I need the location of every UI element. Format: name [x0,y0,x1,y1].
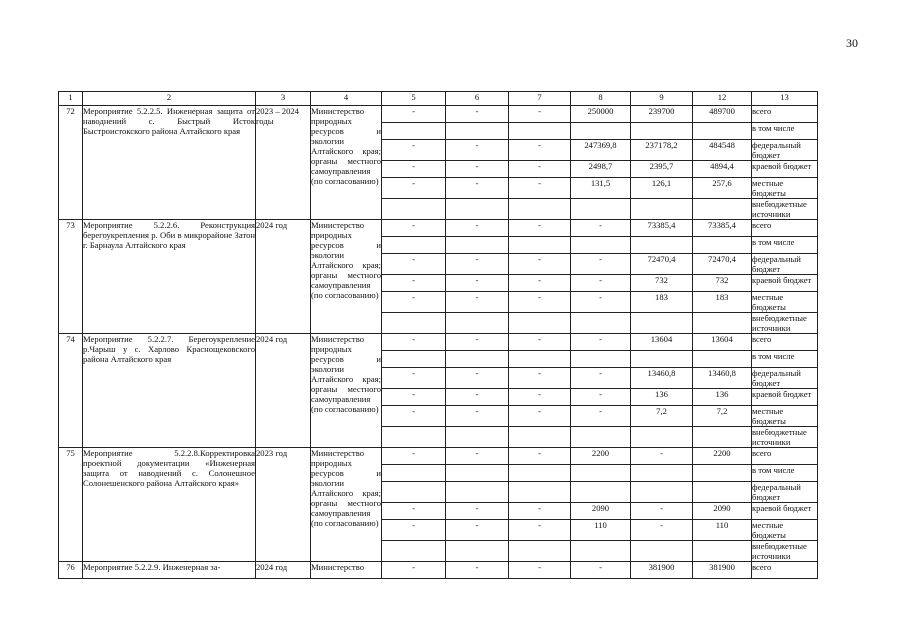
value-cell: 13460,8 [631,368,693,389]
value-cell: 136 [631,389,693,406]
col-header: 9 [631,92,693,106]
value-cell: - [631,448,693,465]
col-header: 5 [382,92,446,106]
value-cell: - [446,106,509,123]
value-cell: 732 [631,275,693,292]
value-cell: - [382,275,446,292]
value-cell [631,199,693,220]
measure-name: Мероприятие 5.2.2.6. Реконструкция берегоукрепления р. Оби в микрорайоне Затон г. Барнаула Алтайского края [83,220,256,334]
value-cell: 257,6 [693,178,752,199]
value-cell [571,351,631,368]
page-number: 30 [846,36,858,50]
value-cell [446,482,509,503]
value-cell [509,237,571,254]
value-cell: - [382,406,446,427]
value-cell: - [446,220,509,237]
value-cell: 110 [571,520,631,541]
value-cell: - [509,503,571,520]
value-cell: - [382,562,446,579]
value-cell: - [446,448,509,465]
value-cell: - [571,254,631,275]
value-cell: - [446,406,509,427]
value-cell: - [571,406,631,427]
value-cell [509,123,571,140]
value-cell [693,465,752,482]
row-number: 73 [59,220,83,334]
period: 2024 год [256,562,311,579]
value-cell: - [382,106,446,123]
col-header: 13 [752,92,818,106]
executor: Министерство природных ресурсов и экологии Алтайского края; органы местного самоуправления (по согласованию) [311,220,382,334]
funding-source-label: местные бюджеты [752,406,818,427]
value-cell [446,541,509,562]
period: 2024 год [256,220,311,334]
value-cell [382,237,446,254]
period: 2024 год [256,334,311,448]
value-cell: - [446,178,509,199]
value-cell: 131,5 [571,178,631,199]
funding-source-label: в том числе [752,123,818,140]
value-cell [631,237,693,254]
value-cell: 2090 [571,503,631,520]
value-cell: - [446,562,509,579]
value-cell [509,482,571,503]
value-cell: 7,2 [693,406,752,427]
funding-source-label: краевой бюджет [752,389,818,406]
value-cell [571,541,631,562]
col-header: 4 [311,92,382,106]
value-cell: - [382,448,446,465]
value-cell [446,199,509,220]
value-cell [571,313,631,334]
value-cell: 73385,4 [631,220,693,237]
budget-table [58,91,818,579]
value-cell [693,482,752,503]
value-cell [631,313,693,334]
funding-source-label: федеральный бюджет [752,482,818,503]
value-cell: - [382,520,446,541]
value-cell [631,482,693,503]
value-cell: - [446,520,509,541]
value-cell: 13604 [631,334,693,351]
value-cell [509,199,571,220]
value-cell [693,427,752,448]
value-cell: 183 [693,292,752,313]
value-cell: 2200 [693,448,752,465]
value-cell: 381900 [631,562,693,579]
value-cell: - [571,389,631,406]
row-number: 76 [59,562,83,579]
value-cell [382,123,446,140]
value-cell: - [571,292,631,313]
value-cell: 2498,7 [571,161,631,178]
value-cell: - [446,389,509,406]
value-cell [631,427,693,448]
measure-name: Мероприятие 5.2.2.5. Инженерная защита от наводнений с. Быстрый Исток Быстроистокского района Алтайского края [83,106,256,220]
value-cell: - [509,220,571,237]
value-cell: - [509,292,571,313]
value-cell: - [571,334,631,351]
row-number: 74 [59,334,83,448]
funding-source-label: федеральный бюджет [752,254,818,275]
value-cell [382,541,446,562]
value-cell: 183 [631,292,693,313]
value-cell: - [509,161,571,178]
value-cell: - [446,334,509,351]
period: 2023 год [256,448,311,562]
value-cell [693,123,752,140]
value-cell: - [509,140,571,161]
value-cell: - [382,389,446,406]
measure-name: Мероприятие 5.2.2.7. Берегоукрепление р.Чарыш у с. Харлово Краснощековского района Алтайского края [83,334,256,448]
value-cell: - [382,178,446,199]
value-cell [509,541,571,562]
funding-source-label: в том числе [752,237,818,254]
value-cell: 250000 [571,106,631,123]
value-cell [693,237,752,254]
funding-source-label: местные бюджеты [752,520,818,541]
funding-source-label: местные бюджеты [752,292,818,313]
value-cell [571,199,631,220]
value-cell: 732 [693,275,752,292]
value-cell: - [446,161,509,178]
value-cell [631,351,693,368]
value-cell [509,427,571,448]
funding-source-label: краевой бюджет [752,503,818,520]
funding-source-label: краевой бюджет [752,161,818,178]
value-cell: 2395,7 [631,161,693,178]
value-cell: 239700 [631,106,693,123]
value-cell: - [382,292,446,313]
funding-source-label: всего [752,106,818,123]
value-cell [693,541,752,562]
value-cell: - [382,503,446,520]
value-cell: - [509,562,571,579]
col-header: 8 [571,92,631,106]
value-cell [446,237,509,254]
row-number: 72 [59,106,83,220]
value-cell: 247369,8 [571,140,631,161]
funding-source-label: всего [752,334,818,351]
col-header: 2 [83,92,256,106]
row-number: 75 [59,448,83,562]
col-header: 1 [59,92,83,106]
funding-source-label: местные бюджеты [752,178,818,199]
table-row [59,562,818,579]
value-cell: - [382,334,446,351]
value-cell [571,465,631,482]
value-cell [446,427,509,448]
value-cell: 136 [693,389,752,406]
value-cell [382,313,446,334]
value-cell: - [446,503,509,520]
table-row [59,106,818,123]
value-cell [382,465,446,482]
value-cell: - [571,220,631,237]
value-cell: - [446,254,509,275]
value-cell [382,427,446,448]
value-cell: - [631,520,693,541]
value-cell: - [509,448,571,465]
value-cell: 72470,4 [631,254,693,275]
value-cell: - [446,368,509,389]
value-cell: - [382,161,446,178]
value-cell: - [446,275,509,292]
value-cell [446,313,509,334]
value-cell: - [509,275,571,292]
value-cell: 126,1 [631,178,693,199]
funding-source-label: всего [752,220,818,237]
value-cell: - [382,220,446,237]
col-header: 3 [256,92,311,106]
value-cell [571,427,631,448]
value-cell [631,541,693,562]
value-cell: 4894,4 [693,161,752,178]
value-cell: 237178,2 [631,140,693,161]
value-cell: - [509,106,571,123]
value-cell [571,482,631,503]
value-cell [382,351,446,368]
funding-source-label: в том числе [752,465,818,482]
value-cell: - [509,178,571,199]
value-cell: 489700 [693,106,752,123]
value-cell: 13604 [693,334,752,351]
col-header: 12 [693,92,752,106]
funding-source-label: федеральный бюджет [752,368,818,389]
col-header: 7 [509,92,571,106]
value-cell: 381900 [693,562,752,579]
value-cell [693,313,752,334]
value-cell: - [509,334,571,351]
value-cell: 73385,4 [693,220,752,237]
executor: Министерство природных ресурсов и экологии Алтайского края; органы местного самоуправления (по согласованию) [311,448,382,562]
value-cell: - [382,368,446,389]
value-cell: 2200 [571,448,631,465]
value-cell: 484548 [693,140,752,161]
table-row [59,448,818,465]
value-cell: - [571,562,631,579]
table-row [59,220,818,237]
value-cell: - [509,254,571,275]
value-cell [509,351,571,368]
value-cell [571,123,631,140]
value-cell [631,465,693,482]
table-row [59,334,818,351]
value-cell: - [509,520,571,541]
measure-name: Мероприятие 5.2.2.9. Инженерная за- [83,562,256,579]
value-cell [446,351,509,368]
value-cell [509,465,571,482]
value-cell: - [509,406,571,427]
value-cell: 72470,4 [693,254,752,275]
value-cell [446,465,509,482]
value-cell: 110 [693,520,752,541]
funding-source-label: внебюджетные источники [752,199,818,220]
col-header: 6 [446,92,509,106]
executor: Министерство природных ресурсов и экологии Алтайского края; органы местного самоуправления (по согласованию) [311,106,382,220]
value-cell: 2090 [693,503,752,520]
value-cell: - [446,292,509,313]
value-cell: - [571,275,631,292]
value-cell [631,123,693,140]
value-cell [693,199,752,220]
funding-source-label: в том числе [752,351,818,368]
period: 2023 – 2024 годы [256,106,311,220]
funding-source-label: внебюджетные источники [752,313,818,334]
value-cell: - [382,140,446,161]
funding-source-label: внебюджетные источники [752,541,818,562]
funding-source-label: всего [752,448,818,465]
executor: Министерство [311,562,382,579]
value-cell: - [631,503,693,520]
value-cell: - [382,254,446,275]
header-row [59,92,818,106]
executor: Министерство природных ресурсов и экологии Алтайского края; органы местного самоуправления (по согласованию) [311,334,382,448]
value-cell: - [571,368,631,389]
funding-source-label: внебюджетные источники [752,427,818,448]
funding-source-label: краевой бюджет [752,275,818,292]
value-cell: 7,2 [631,406,693,427]
funding-source-label: всего [752,562,818,579]
value-cell: - [509,368,571,389]
value-cell [509,313,571,334]
funding-source-label: федеральный бюджет [752,140,818,161]
value-cell [571,237,631,254]
value-cell: 13460,8 [693,368,752,389]
measure-name: Мероприятие 5.2.2.8.Корректировка проектной документации «Инженерная защита от наводнений с. Солонешное Солонешенского района Алтайского края» [83,448,256,562]
value-cell [693,351,752,368]
value-cell [382,482,446,503]
value-cell [446,123,509,140]
value-cell [382,199,446,220]
value-cell: - [446,140,509,161]
value-cell: - [509,389,571,406]
